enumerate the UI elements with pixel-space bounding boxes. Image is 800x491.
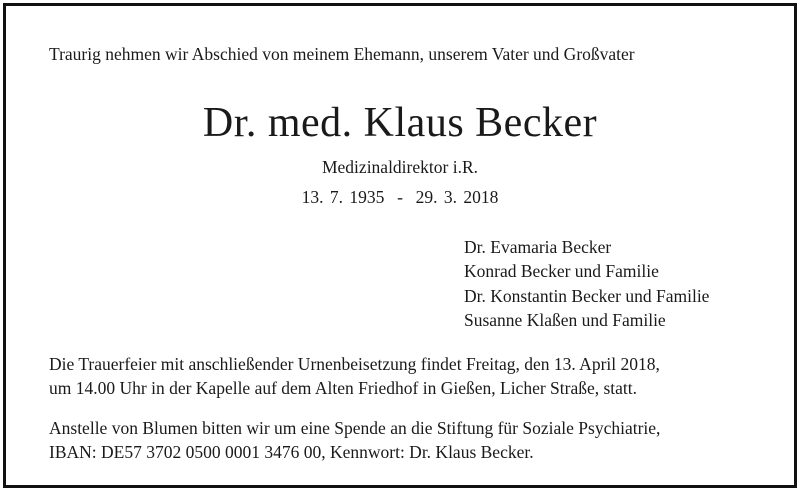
mourner-name: Dr. Konstantin Becker und Familie — [464, 285, 710, 306]
donation-info-line: IBAN: DE57 3702 0500 0001 3476 00, Kennwort: Dr. Klaus Becker. — [49, 442, 534, 462]
mourner-name: Konrad Becker und Familie — [464, 261, 659, 282]
donation-info-line: Anstelle von Blumen bitten wir um eine Spende an die Stiftung für Soziale Psychiatrie, — [49, 418, 661, 438]
mourner-name: Dr. Evamaria Becker — [464, 237, 612, 257]
intro-text: Traurig nehmen wir Abschied von meinem Ehemann, unserem Vater und Großvater — [49, 44, 635, 64]
deceased-title: Medizinaldirektor i.R. — [321, 157, 478, 177]
funeral-info-line: um 14.00 Uhr in der Kapelle auf dem Alten Friedhof in Gießen, Licher Straße, statt. — [49, 378, 638, 398]
mourners-list — [464, 235, 709, 332]
funeral-info — [49, 352, 660, 400]
funeral-info-line: Die Trauerfeier mit anschließender Urnenbeisetzung findet Freitag, den 13. April 2018, — [49, 354, 660, 374]
life-dates: 13. 7. 1935 - 29. 3. 2018 — [301, 187, 499, 207]
donation-info — [49, 416, 660, 464]
obituary-notice — [3, 3, 797, 488]
deceased-name: Dr. med. Klaus Becker — [202, 100, 598, 146]
mourner-name: Susanne Klaßen und Familie — [464, 309, 666, 330]
